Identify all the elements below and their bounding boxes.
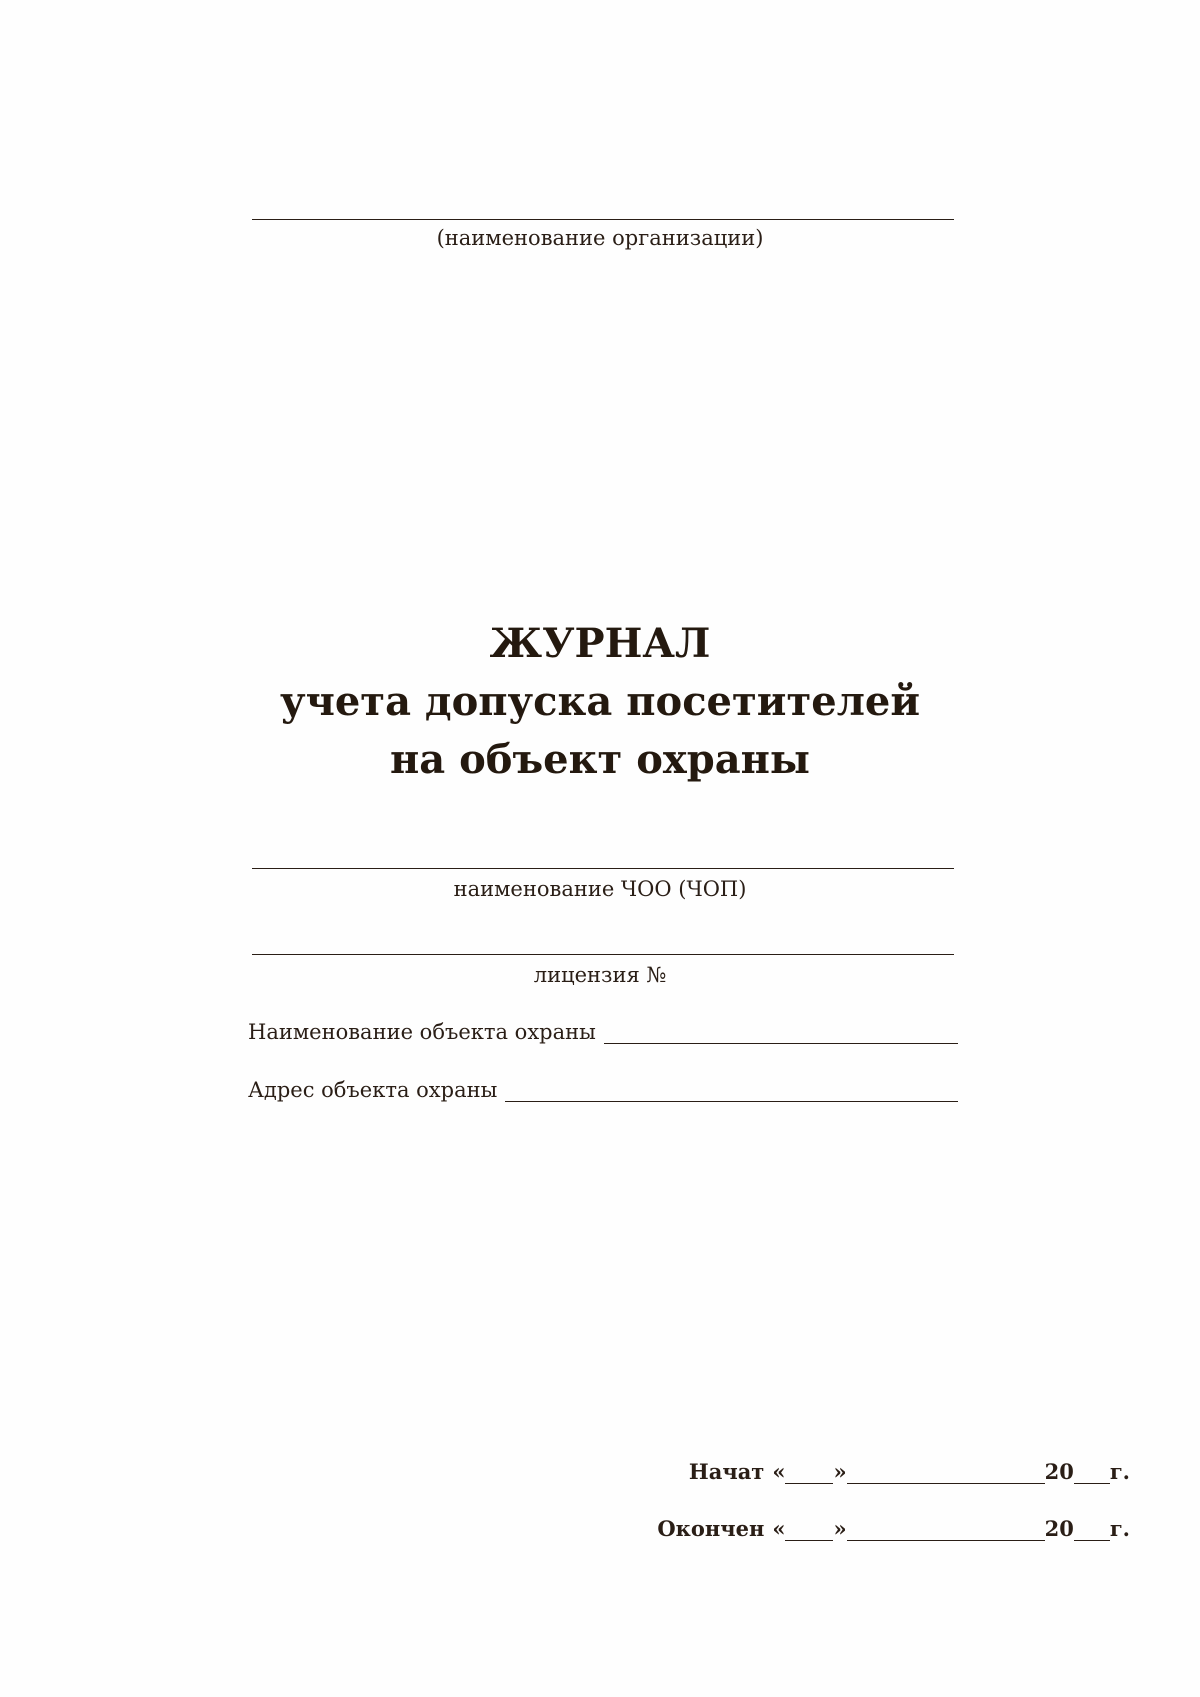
started-day-field[interactable] [785,1465,833,1484]
organization-name-line [252,219,954,220]
year-prefix: 20 [1044,1516,1074,1541]
choo-name-line [252,868,954,869]
ended-label: Окончен [657,1516,765,1541]
ended-month-field[interactable] [847,1522,1045,1541]
ended-day-field[interactable] [785,1522,833,1541]
started-date-row [689,1460,1130,1484]
started-label: Начат [688,1459,765,1484]
object-name-field[interactable] [604,1025,958,1044]
year-suffix: г. [1109,1459,1130,1484]
started-year-field[interactable] [1074,1465,1110,1484]
title-line-2: учета допуска посетителей [279,678,921,725]
journal-title [0,615,1200,789]
object-address-label: Адрес объекта охраны [248,1078,498,1102]
year-suffix: г. [1109,1516,1130,1541]
open-quote: « [772,1516,786,1541]
open-quote: « [772,1459,786,1484]
object-address-field[interactable] [505,1083,958,1102]
object-name-row [248,1020,958,1044]
organization-name-caption: (наименование организации) [436,226,764,250]
close-quote: » [833,1516,847,1541]
choo-name-caption: наименование ЧОО (ЧОП) [453,877,747,901]
ended-date-row [657,1517,1130,1541]
title-line-3: на объект охраны [390,736,810,783]
object-name-label: Наименование объекта охраны [248,1020,596,1044]
ended-year-field[interactable] [1074,1522,1110,1541]
title-line-1: ЖУРНАЛ [489,620,711,667]
license-line [252,954,954,955]
started-month-field[interactable] [847,1465,1045,1484]
license-caption: лицензия № [533,963,667,987]
close-quote: » [833,1459,847,1484]
year-prefix: 20 [1044,1459,1074,1484]
object-address-row [248,1078,958,1102]
